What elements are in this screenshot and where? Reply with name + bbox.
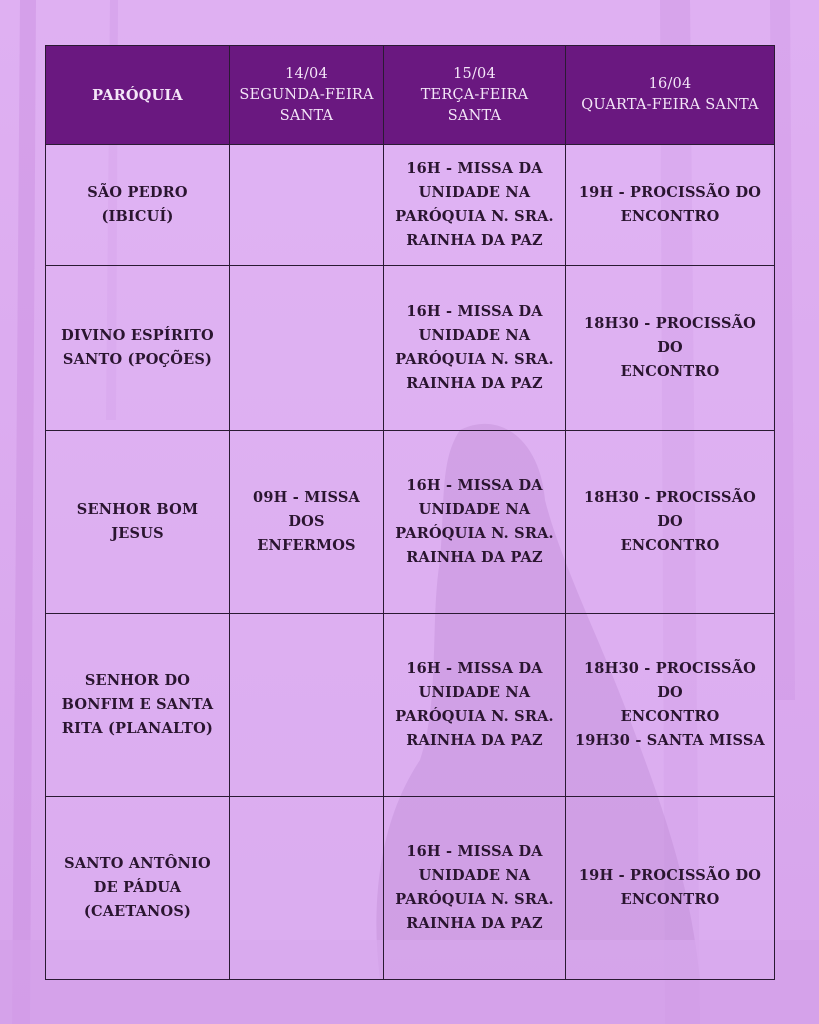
parish-name: DIVINO ESPÍRITO	[61, 327, 214, 344]
event-text: UNIDADE NA	[418, 327, 531, 344]
event-text: 16H - MISSA DA	[406, 477, 543, 494]
table-row	[46, 431, 775, 614]
tuesday-cell	[384, 145, 566, 266]
parish-name: SENHOR DO	[84, 672, 191, 689]
schedule-table	[45, 45, 775, 980]
event-text: RAINHA DA PAZ	[406, 232, 543, 249]
header-day-tuesday	[384, 46, 566, 145]
header-day-name: TERÇA-FEIRA	[420, 86, 529, 103]
table-row	[46, 614, 775, 797]
event-text: 19H - PROCISSÃO DO	[578, 867, 762, 884]
event-text: 19H - PROCISSÃO DO	[578, 184, 762, 201]
tuesday-cell	[384, 614, 566, 797]
table-row	[46, 266, 775, 431]
table-row	[46, 145, 775, 266]
parish-cell	[46, 266, 230, 431]
event-text: UNIDADE NA	[418, 684, 531, 701]
event-text: 16H - MISSA DA	[406, 843, 543, 860]
parish-name: (CAETANOS)	[83, 903, 192, 920]
monday-cell	[230, 145, 384, 266]
header-parish	[46, 46, 230, 145]
tuesday-cell	[384, 431, 566, 614]
event-text: RAINHA DA PAZ	[406, 732, 543, 749]
event-text: 18H30 - PROCISSÃO DO	[584, 489, 756, 530]
parish-name: SANTO (POÇÕES)	[62, 351, 213, 368]
event-text: PARÓQUIA N. SRA.	[395, 525, 554, 542]
parish-name: SÃO PEDRO (IBICUÍ)	[87, 184, 188, 225]
header-day-name: QUARTA-FEIRA SANTA	[581, 97, 759, 113]
tuesday-cell	[384, 797, 566, 980]
event-text: UNIDADE NA	[418, 501, 531, 518]
header-day-monday	[230, 46, 384, 145]
event-text: UNIDADE NA	[418, 184, 531, 201]
header-day-wednesday	[566, 46, 775, 145]
parish-cell	[46, 614, 230, 797]
header-row	[46, 46, 775, 145]
wednesday-cell	[566, 266, 775, 431]
wednesday-cell	[566, 145, 775, 266]
header-date: 14/04	[285, 65, 328, 82]
parish-name: DE PÁDUA	[93, 879, 182, 896]
parish-name: BONFIM E SANTA	[61, 696, 214, 713]
monday-cell	[230, 266, 384, 431]
monday-cell	[230, 431, 384, 614]
event-text: 19H30 - SANTA MISSA	[575, 732, 765, 749]
event-text: 16H - MISSA DA	[406, 660, 543, 677]
event-text: PARÓQUIA N. SRA.	[395, 891, 554, 908]
parish-name: SENHOR BOM JESUS	[76, 501, 199, 542]
event-text: ENFERMOS	[257, 537, 356, 554]
parish-cell	[46, 797, 230, 980]
tuesday-cell	[384, 266, 566, 431]
event-text: ENCONTRO	[620, 708, 720, 725]
header-date: 16/04	[648, 76, 692, 92]
event-text: PARÓQUIA N. SRA.	[395, 208, 554, 225]
event-text: RAINHA DA PAZ	[406, 915, 543, 932]
wednesday-cell	[566, 797, 775, 980]
monday-cell	[230, 614, 384, 797]
event-text: 16H - MISSA DA	[406, 160, 543, 177]
monday-cell	[230, 797, 384, 980]
parish-cell	[46, 145, 230, 266]
parish-name: SANTO ANTÔNIO	[64, 855, 211, 872]
header-date: 15/04	[453, 65, 496, 82]
event-text: RAINHA DA PAZ	[406, 549, 543, 566]
header-parish-label: PARÓQUIA	[92, 86, 183, 104]
event-text: 18H30 - PROCISSÃO DO	[584, 660, 756, 701]
event-text: RAINHA DA PAZ	[406, 375, 543, 392]
parish-cell	[46, 431, 230, 614]
parish-name: RITA (PLANALTO)	[61, 720, 214, 737]
event-text: UNIDADE NA	[418, 867, 531, 884]
event-text: PARÓQUIA N. SRA.	[395, 708, 554, 725]
header-day-name: SANTA	[279, 107, 334, 124]
header-day-name: SEGUNDA-FEIRA	[239, 86, 374, 103]
event-text: ENCONTRO	[620, 891, 720, 908]
event-text: 18H30 - PROCISSÃO DO	[584, 315, 756, 356]
header-day-name: SANTA	[447, 107, 502, 124]
event-text: 16H - MISSA DA	[406, 303, 543, 320]
wednesday-cell	[566, 431, 775, 614]
event-text: ENCONTRO	[620, 363, 720, 380]
event-text: ENCONTRO	[620, 537, 720, 554]
event-text: PARÓQUIA N. SRA.	[395, 351, 554, 368]
table-row	[46, 797, 775, 980]
event-text: ENCONTRO	[620, 208, 720, 225]
event-text: 09H - MISSA DOS	[253, 489, 360, 530]
wednesday-cell	[566, 614, 775, 797]
